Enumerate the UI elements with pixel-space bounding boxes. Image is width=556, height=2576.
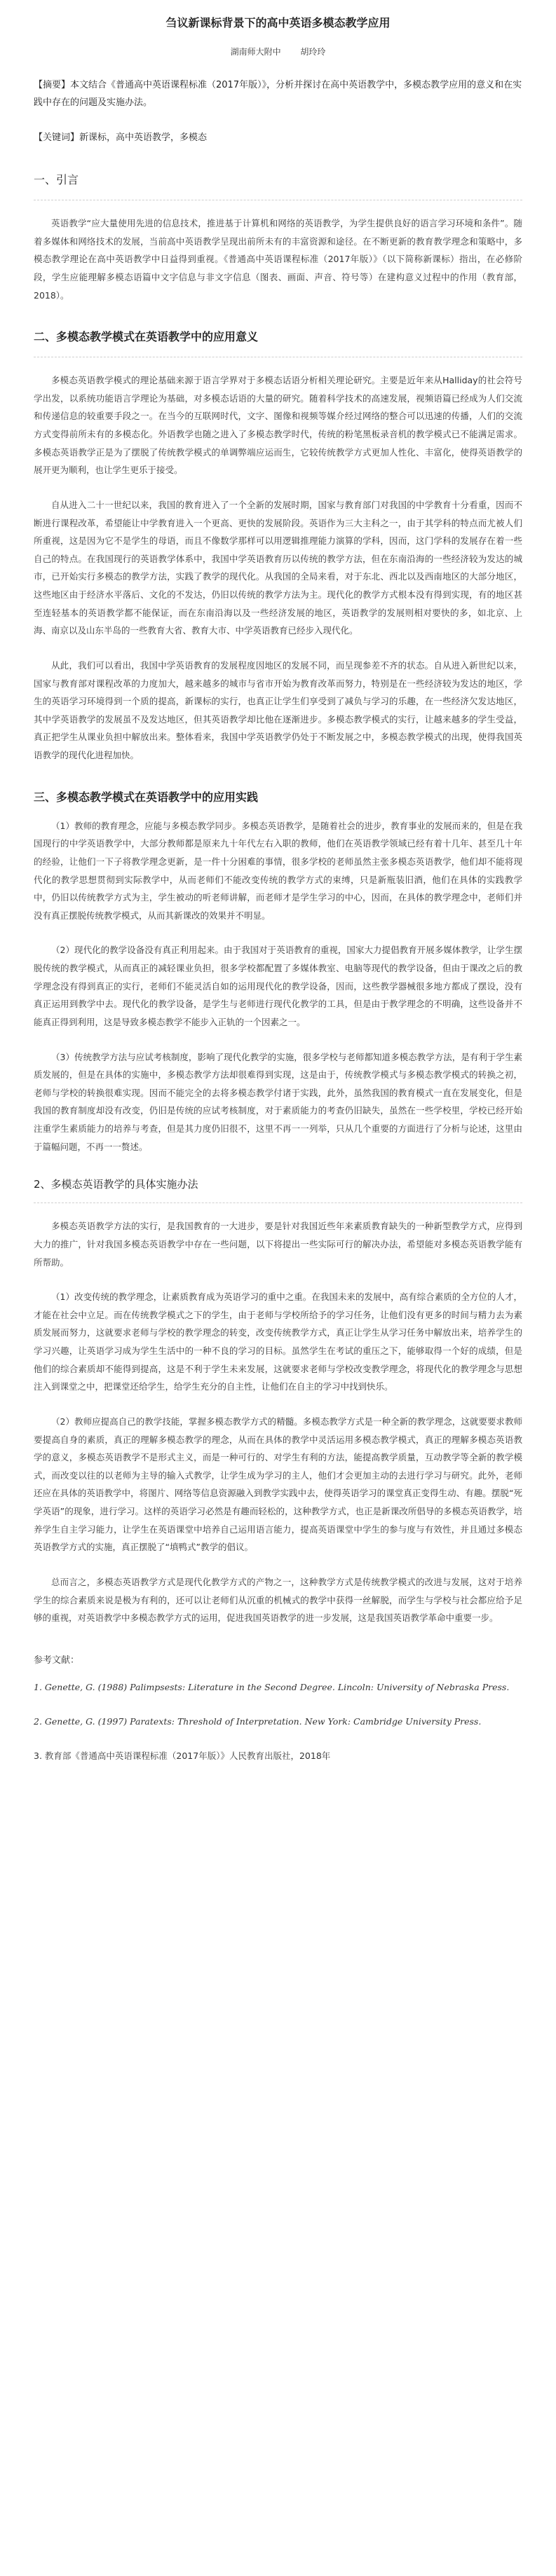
article-title: 刍议新课标背景下的高中英语多模态教学应用 — [165, 16, 391, 29]
reference-item: 3. 教育部《普通高中英语课程标准（2017年版）》人民教育出版社，2018年 — [34, 1750, 331, 1761]
paragraph: （1）教师的教育理念，应能与多模态教学同步。多模态英语教学，是随着社会的进步，教育事业的发展而来的，但是在我国现行的中学英语教学中，大部分教师都是原来九十年代左右入职的教师，他们在英语教学领域已经有着十几年、甚至几十年的经验，让他们一下子将教学理念更新，是一件十分困难的事情，很多学校的老师虽然主张多模态英语教学，他们却不能将现代化的教学思想贯彻到实际教学中，从而老师们不能改变传统的教学方式的束缚，只是新瓶装旧酒，他们在具体的实践教学中，仍旧以传统教学方式为主，学生被动的听老师讲解，而老师才是学生学习的中心，因而，在具体的教学理念中，老师们并没有真正摆脱传统教学模式，从而其新课改的效果并不明显。 — [34, 820, 522, 921]
paragraph: 英语教学“应大量使用先进的信息技术，推进基于计算机和网络的英语教学，为学生提供良好的语言学习环境和条件”。随着多媒体和网络技术的发展，当前高中英语教学呈现出前所未有的丰富资源和途径。在不断更新的教育教学理念和策略中，多模态教学理论在高中英语教学中日益得到重视。《普通高中英语课程标准（2017年版）》（以下简称新课标）指出，在必修阶段，学生应能理解多模态语篇中文字信息与非文字信息（图表、画面、声音、符号等）在建构意义过程中的作用（教育部，2018）。 — [34, 218, 522, 301]
paragraph: 自从进入二十一世纪以来，我国的教育进入了一个全新的发展时期，国家与教育部门对我国的中学教育十分看重，因而不断进行课程改革，希望能让中学教育进入一个更高、更快的发展阶段。英语作为三大主科之一，由于其学科的特点而尤被人们所重视，这是因为它不是学生的母语，而且不像数学那样可以用逻辑推理能力演算的学科，因而，这门学科的发展存在着一些自己的特点。在我国现行的英语教学体系中，我国中学英语教育历以传统的教学方法，但在东南沿海的一些经济较为发达的城市，已开始实行多模态的教学方法，实践了教学的现代化。从我国的全局来看，对于东北、西北以及西南地区的大部分地区，这些地区由于经济水平落后、文化的不发达，仍旧以传统的教学方法为主。现代化的教学方式根本没有得到实现，有的地区甚至连轻基本的英语教学都不能保证，而在东南沿海以及一些经济发展的地区，英语教学的发展则相对要快的多，如北京、上海、南京以及山东半岛的一些教育大省、教育大市、中学英语教育已经步入现代化。 — [34, 499, 522, 636]
paragraph: （3）传统教学方法与应试考核制度，影响了现代化教学的实施，很多学校与老师都知道多模态教学方法，是有利于学生素质发展的，但是在具体的实施中，多模态教学方法却很难得到实现，这是由于，传统教学模式与多模态教学模式的转换之初，老师与学校的转换很难实现。因而不能完全的去将多模态教学付诸于实践，此外，虽然我国的教育模式一直在发展变化，但是我国的教育制度却没有改变，仍旧是传统的应试考核制度，对于素质能力的考查仍旧缺失，虽然在一些学校里，学校已经开始注重学生素质能力的培养与考查，但是其力度仍旧很不，这里不再一一列举，只从几个重要的方面进行了分析与论述，这里由于篇幅问题，不再一一赘述。 — [34, 1051, 522, 1152]
reference-item: 2. Genette, G. (1997) Paratexts: Threshold of Interpretation. New York: Cambridge University Press. — [34, 1715, 482, 1727]
paragraph: 总而言之，多模态英语教学方式是现代化教学方式的产物之一，这种教学方式是传统教学模式的改进与发展，这对于培养学生的综合素质来说是极为有利的，还可以让老师们从沉重的机械式的教学中获得一丝解脱，而学生与学校与社会都应给予足够的重视，对英语教学中多模态教学方式的运用，促进我国英语教学的进一步发展，这是我国英语教学革命中重要一步。 — [34, 1576, 522, 1624]
paragraph: 多模态英语教学模式的理论基础来源于语言学界对于多模态话语分析相关理论研究。主要是近年来从Halliday的社会符号学出发，以系统功能语言学理论为基础，对多模态话语的大量的研究。随着科学技术的高速发展，视频语篇已经成为人们交流和传递信息的较重要手段之一。在当今的互联网时代，文字、图像和视频等媒介经过网络的整合可以迅速的传播，人们的交流方式变得前所未有的多模态化。外语教学也随之进入了多模态教学时代，传统的粉笔黑板录音机的教学模式已不能满足需求。多模态英语教学正是为了摆脱了传统教学模式的单调弊端应运而生，它较传统教学方式更加人性化、丰富化，使得英语教学的展开更为顺利，也让学生更乐于接受。 — [34, 375, 522, 476]
paragraph: 从此，我们可以看出，我国中学英语教育的发展程度因地区的发展不同，而呈现参差不齐的状态。自从进入新世纪以来，国家与教育部对课程改革的力度加大，越来越多的城市与省市开始为教育改革而努力，特别是在一些经济较为发达的地区，学生的英语学习环境得到一个质的提高，新课标的实行，也真正让学生们享受到了减负与学习的乐趣，在一些经济欠发达地区，其中学英语教学的发展虽不及发达地区，但其英语教学却比他在逐渐进步。多模态教学模式的实行，让越来越多的学生受益，真正把学生从课业负担中解放出来。整体看来，我国中学英语教学仍处于不断发展之中，多模态教学模式的出现，使得我国英语教学的现代化进程加快。 — [34, 659, 522, 761]
section-heading-intro: 一、引言 — [34, 173, 79, 187]
paragraph: 多模态英语教学方法的实行，是我国教育的一大进步，要是针对我国近些年来素质教育缺失的一种新型教学方式，应得到大力的推广，针对我国多模态英语教学中存在一些问题，以下将提出一些实际可行的解决办法，希望能对多模态英语教学能有所帮助。 — [34, 1221, 522, 1268]
section-heading-significance: 二、多模态教学模式在英语教学中的应用意义 — [34, 330, 259, 344]
author-affiliation: 湖南师大附中 — [230, 47, 281, 57]
section-heading-practice: 三、多模态教学模式在英语教学中的应用实践 — [34, 790, 259, 804]
section-heading-methods: 2、多模态英语教学的具体实施办法 — [34, 1178, 198, 1191]
keywords: 【关键词】新课标，高中英语教学，多模态 — [34, 132, 208, 144]
references-title: 参考文献： — [34, 1654, 80, 1666]
paragraph: （2）现代化的教学设备没有真正利用起来。由于我国对于英语教育的重视，国家大力提倡教育开展多媒体教学，让学生摆脱传统的教学模式，从而真正的减轻课业负担，很多学校都配置了多媒体教室、电脑等现代的教学设备，但由于课改之后的教学理念没有得到真正的实行，老师们不能灵活自如的运用现代化的教学设备，因而，这些教学器械很多地方都成了摆设，没有真正运用到教学中去。现代化的教学设备，是学生与老师进行现代化教学的工具，但是由于教学理念的不明确，这些设备并不能真正得到利用，这是导致多模态教学不能步入正轨的一个因素之一。 — [34, 945, 522, 1027]
paragraph: （2）教师应提高自己的教学技能，掌握多模态教学方式的精髓。多模态教学方式是一种全新的教学理念，这就要要求教师要提高自身的素质，真正的理解多模态教学的理念，从而在具体的教学中灵活运用多模态教学模式，真正的理解多模态英语教学的意义，多模态英语教学不是形式主义，而是一种可行的、对学生有利的方法，能提高教学质量，互动教学等全新的教学模式，而改变以往的以老师为主导的输入式教学，让学生成为学习的主人，他们才会更加主动的去进行学习与研究。此外，老师还应在具体的英语教学中，将图片、网络等信息资源融入到教学实践中去，使得英语学习的课堂真正变得生动、有趣。摆脱“死学英语”的现象，进行学习。这样的英语学习必然是有趣而轻松的，这种教学方式，也正是新课改所倡导的多模态英语教学，培养学生自主学习能力，让学生在英语课堂中培养自己运用语言能力，提高英语课堂中学生的参与度与有效性，并且通过多模态英语教学方式的实施，真正摆脱了“填鸭式”教学的倡议。 — [34, 1416, 522, 1553]
author-name: 胡玲玲 — [300, 47, 326, 57]
paragraph: （1）改变传统的教学理念，让素质教育成为英语学习的重中之重。在我国未来的发展中，高有综合素质的全方位的人才，才能在社会中立足。而在传统教学模式之下的学生，由于老师与学校所给予的学习任务，让他们没有更多的时间与精力去为素质发展而努力，这就要求老师与学校的教学理念的转变，改变传统教学方式，真正让学生从学习任务中解放出来，培养学生的学习兴趣，让英语学习成为学生生活中的一种不良的学习的目标。虽然学生在考试的重压之下，能够取得一个好的成绩，但是他们的综合素质却不能得到提高，这是不利于学生未来发展，这就要求老师与学校改变教学理念，将现代化的教学理念与思想注入到课堂之中，把课堂还给学生，给学生充分的自主性，让他们在自主的学习中找到快乐。 — [34, 1292, 522, 1392]
abstract: 【摘要】本文结合《普通高中英语课程标准（2017年版）》，分析并探讨在高中英语教学中，多模态教学应用的意义和在实践中存在的问题及实施办法。 — [34, 80, 522, 108]
authors — [34, 46, 522, 57]
reference-item: 1. Genette, G. (1988) Palimpsests: Literature in the Second Degree. Lincoln: University of Nebraska Press. — [34, 1681, 510, 1692]
